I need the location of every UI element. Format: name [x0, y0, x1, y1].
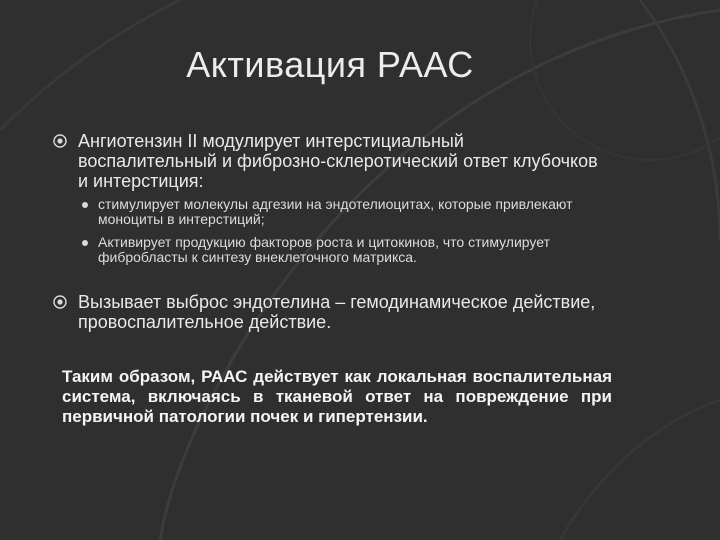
circle-bullet-icon [52, 294, 68, 310]
bullet-level1 [78, 292, 598, 332]
bullet-level2 [98, 197, 618, 227]
slide-title: Активация РААС [186, 44, 474, 85]
bullet-text: Вызывает выброс эндотелина – гемодинамическое действие, провоспалительное действие. [78, 292, 596, 332]
dot-bullet-icon [82, 240, 88, 246]
sub-bullet-text: стимулирует молекулы адгезии на эндотелиоцитах, которые привлекают моноциты в интерстиций; [98, 196, 573, 227]
bullet-level1 [78, 131, 598, 191]
sub-bullet-text: Активирует продукцию факторов роста и цитокинов, что стимулирует фибробласты к синтезу внеклеточного матрикса. [98, 234, 550, 265]
summary-paragraph: Таким образом, РААС действует как локальная воспалительная система, включаясь в тканевой ответ на повреждение при первичной патологии почек и гипертензии. [62, 367, 612, 426]
circle-bullet-icon [52, 133, 68, 149]
dot-bullet-icon [82, 202, 88, 208]
bullet-text: Ангиотензин II модулирует интерстициальный воспалительный и фиброзно-склеротический ответ клубочков и интерстиция: [78, 131, 598, 191]
bullet-level2 [98, 235, 578, 265]
